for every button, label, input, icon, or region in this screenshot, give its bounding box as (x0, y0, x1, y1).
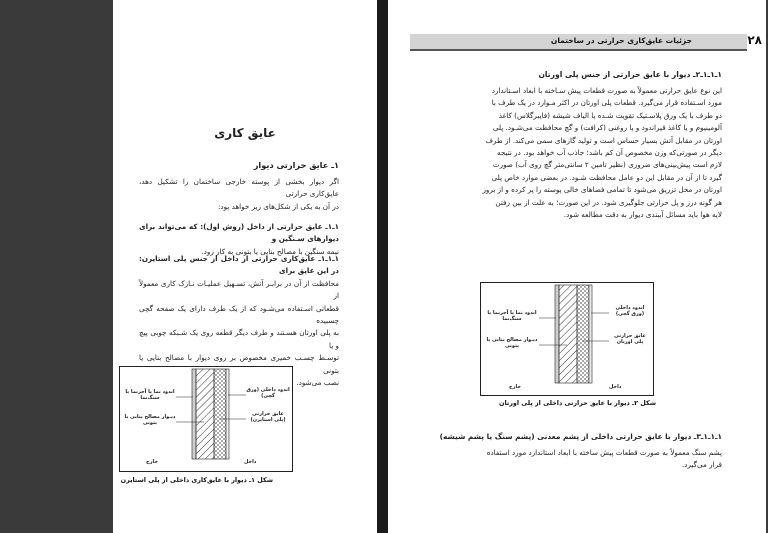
wall-section-figure-1 (119, 366, 293, 472)
left-page (113, 0, 377, 533)
text-line: اگر دیوار بخشی از پوسته خارجی ساختمان را تشکیل دهد، عایق‌کاری حرارتی (139, 177, 339, 199)
text-line: ۱ـ۱ـ عایق حرارتی از داخل (روش اول): که می‌تواند برای دیوارهای سـنگین و (139, 222, 339, 244)
text-line: هر گونه درز و پل حرارتی جلوگیری شود. در این صورت؛ به علت از بین رفتن (495, 197, 722, 207)
text-line: اورتان در محل تزریق می‌شود تا تمامی فضاهای خالی پوسته را پر کرده و از بروز (482, 185, 722, 195)
chapter-title: عایق کاری (214, 126, 276, 140)
text-line: دیگر در صورتی‌که وزن مخصوص آن کم باشد؛ جاذب آب خواهد بود. در نتیجه (497, 148, 722, 158)
book-gutter (377, 0, 388, 533)
text-line: این نوع عایق حرارتی معمولاً به صورت قطعات پیش سـاخته با ابعاد اسـتاندارد (491, 86, 722, 95)
text-line: مورد اسـتفاده قرار می‌گیرد. قطعات پلی اورتان در اکثر مـوارد در یک طرف با (491, 98, 722, 108)
figure-label: اندود داخلی (ورق گچی) (246, 387, 290, 399)
figure-side-outside: خارج (509, 384, 521, 390)
page-number: ۲۸ (747, 33, 762, 47)
text-line: دو طرف با یک ورق پلاسـتیک تقویت شـده یا الیاف شیشه (فایبرگلاس) کاغذ (498, 110, 722, 120)
figure-label: دیـوار مصالح بنایی یا بتونی (124, 414, 176, 426)
figure-label: دیـوار مصالح بنایی یا بتونی (486, 337, 538, 349)
right-page (388, 0, 766, 533)
text-line: اورتان در مقابل آتش بسیار حساس است و تولید گازهای سمی می‌کند. از طرف (485, 135, 722, 145)
figure-label: اندود نما یا آجرنما یا سنگ‌نما (125, 389, 175, 401)
figure-label: اندود داخلی (ورق گچی) (615, 305, 645, 317)
text-line: گیرد تا از آن در مقابل این دو عامل محافظت شـود. در بعضی موارد خاص پلی (491, 172, 722, 182)
figure-2-caption: شکل ۲ـ دیوار با عایق حرارتی داخلی از پلی اورتان (498, 399, 656, 407)
text-line: پشم سنگ معمولاً به صورت قطعات پیش ساخته با ابعاد استاندارد مورد استفاده (486, 448, 722, 457)
figure-label: عایق حرارتی (پلی استایرن) (250, 411, 286, 423)
figure-label: عایق حرارتی پلی اورتان (614, 333, 646, 345)
text-line: قطعاتی اسـتفاده می‌شـود که از یک طرف دارای یک صفحه گچی چسبیده (139, 303, 339, 326)
running-header-title: جزئیات عایق‌کاری حرارتی در ساختمان (550, 36, 692, 45)
text-line: توسـط چسـب خمیری مخصوص بر روی دیوار با مصالح بنایی یا بتونی (139, 353, 339, 375)
text-line: ۱ـ۱ـ۱ـ عایق‌کاری حرارتی از داخل از جنس پلی استایرن: در این عایق برای (139, 254, 339, 276)
wall-section-figure-2 (480, 282, 654, 396)
text-line: لایه هوا باید مسائل آببندی دیوار به دقت مطالعه شود. (563, 210, 722, 220)
section-2-heading: ۱ـ۱ـ۱ـ۳ـ دیوار با عایق حرارتی داخلی از پشم معدنی (پشم سنگ یا پشم شیشه) (439, 432, 722, 441)
section-1-paragraph (432, 85, 722, 221)
text-line: قرار می‌گیرد. (681, 460, 722, 470)
text-line: محافظت از آن در برابـر آتش، تسـهیل عملیـات نـازک کاری معمولاً از (139, 278, 339, 301)
figure-side-outside: خارج (146, 459, 158, 465)
section-heading: ۱ـ عایق حرارتی دیوار (253, 160, 339, 170)
text-line: به پلی اورتان هسـتند و طرف دیگر قطعه روی یک شـبکه چوبی پیچ و یا (139, 328, 339, 350)
figure-side-inside: داخل (609, 384, 622, 390)
text-line: در آن به یکی از شکل‌های زیر خواهد بود: (217, 201, 339, 211)
text-line: نصب می‌شود. (296, 378, 339, 388)
figure-1-caption: شکل ۱ـ دیوار با عایق‌کاری داخلی از پلی استایرن (120, 476, 273, 484)
intro-paragraph (139, 176, 339, 213)
text-line: نیمه سنگین با مصالح بنایی یا بتونی به کار رود. (201, 246, 339, 256)
figure-label: اندود نما یا آجرنما یا سنگ‌نما (487, 310, 537, 322)
figure-side-inside: داخل (244, 459, 257, 465)
section-1-heading: ۱ـ۱ـ۱ـ۲ـ دیوار با عایق حرارتی از جنس پلی اورتان (538, 70, 722, 79)
section-2-paragraph (432, 447, 722, 472)
text-line: لازم است پیش‌بینی‌های ضروری (نظیر تامین ۲ سانتی‌متر گچ روی آب) صورت (492, 160, 722, 170)
text-line: آلومینیوم و یا کاغذ قیراندود و یا روغنی (کرافت) و گچ محافظت می‌شـود. پلی (492, 123, 722, 133)
